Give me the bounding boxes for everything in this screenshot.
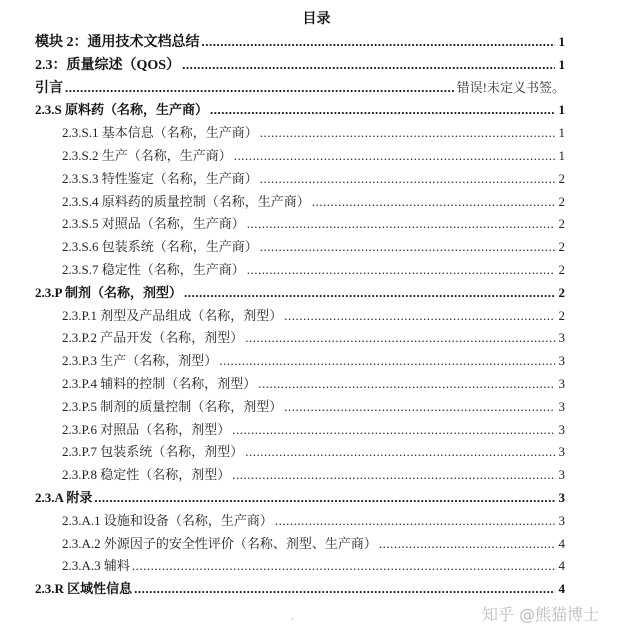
toc-entry-page: 2 [558,216,565,232]
toc-entry[interactable] [35,555,565,578]
toc-entry-label: 2.3.S.4 原料药的质量控制（名称，生产商） [62,193,310,209]
toc-entry[interactable] [35,191,565,214]
toc-entry[interactable] [35,373,565,396]
toc-title: 目录 [302,12,331,27]
toc-entry-page: 1 [558,147,565,163]
dot-leader [260,122,555,145]
toc-entry[interactable] [35,327,565,350]
toc-entry[interactable] [35,31,565,54]
toc-entry-page: 2 [558,307,565,323]
toc-entry-label: 引言 [35,80,63,96]
toc-entry[interactable] [35,510,565,533]
toc-entry[interactable] [35,578,565,601]
toc-entry-label: 2.3.S.7 稳定性（名称，生产商） [62,261,245,277]
toc-entry-label: 2.3.P 制剂（名称，剂型） [35,284,182,300]
dot-leader [312,191,555,214]
toc-entry-page: 2 [558,261,565,277]
dot-leader [65,77,455,100]
toc-entry-page: 3 [558,444,565,460]
toc-entry-label: 2.3：质量综述（QOS） [35,57,181,73]
toc-entry-label: 2.3.A.3 辅料 [62,558,130,574]
dot-leader [232,419,555,442]
toc-entry-page: 3 [558,512,565,528]
toc-entry-label: 2.3.A.1 设施和设备（名称，生产商） [62,512,273,528]
toc-entry-page: 3 [558,421,565,437]
toc-entry-page: 3 [558,467,565,483]
toc-entry-label: 2.3.P.6 对照品（名称，剂型） [62,421,231,437]
dot-leader [202,31,556,54]
table-of-contents [35,31,565,601]
toc-entry[interactable] [35,99,565,122]
toc-entry-label: 2.3.S 原料药（名称，生产商） [35,102,208,118]
toc-entry-label: 2.3.S.6 包装系统（名称，生产商） [62,239,258,255]
dot-leader [134,578,555,601]
toc-entry[interactable] [35,168,565,191]
toc-entry[interactable] [35,259,565,282]
toc-entry-page: 2 [558,193,565,209]
dot-leader [379,533,555,556]
toc-entry[interactable] [35,305,565,328]
toc-entry-page: 3 [558,330,565,346]
toc-entry[interactable] [35,122,565,145]
toc-entry-label: 2.3.P.1 剂型及产品组成（名称，剂型） [62,307,283,323]
toc-entry-label: 2.3.P.8 稳定性（名称，剂型） [62,467,231,483]
toc-entry-label: 2.3.P.4 辅料的控制（名称，剂型） [62,375,257,391]
dot-leader [245,327,555,350]
toc-entry-page: 1 [558,102,565,118]
toc-entry-label: 2.3.S.3 特性鉴定（名称，生产商） [62,170,258,186]
toc-entry-label: 模块 2：通用技术文档总结 [35,35,200,50]
toc-entry-label: 2.3.S.5 对照品（名称，生产商） [62,216,245,232]
dot-leader [234,145,555,168]
toc-entry[interactable] [35,464,565,487]
toc-entry-page: 错误!未定义书签。 [456,79,565,95]
toc-entry-page: 3 [558,353,565,369]
watermark: 知乎 @熊猫博士 [482,605,600,624]
toc-entry-page: 3 [558,398,565,414]
dot-leader [210,99,555,122]
toc-entry[interactable] [35,487,565,510]
toc-entry[interactable] [35,350,565,373]
toc-entry-label: 2.3.A.2 外源因子的安全性评价（名称、剂型、生产商） [62,535,377,551]
dot-leader [284,305,555,328]
toc-entry-label: 2.3.A 附录 [35,489,93,505]
dot-leader [275,510,555,533]
toc-entry-label: 2.3.P.3 生产（名称，剂型） [62,353,218,369]
dot-leader [94,487,555,510]
toc-entry[interactable] [35,145,565,168]
toc-entry-label: 2.3.P.7 包装系统（名称，剂型） [62,444,244,460]
toc-entry[interactable] [35,533,565,556]
toc-entry[interactable] [35,441,565,464]
toc-entry-page: 1 [558,125,565,141]
toc-entry-page: 2 [558,284,565,300]
toc-entry-label: 2.3.R 区域性信息 [35,581,133,597]
toc-entry[interactable] [35,396,565,419]
toc-entry[interactable] [35,54,565,77]
toc-entry-label: 2.3.S.2 生产（名称，生产商） [62,147,232,163]
dot-leader [260,168,555,191]
dot-leader [182,54,555,77]
toc-entry-page: 3 [558,375,565,391]
toc-entry[interactable] [35,213,565,236]
toc-entry[interactable] [35,236,565,259]
page-footer-mark: ' [292,617,294,625]
dot-leader [245,441,555,464]
dot-leader [184,282,555,305]
dot-leader [284,396,555,419]
dot-leader [258,373,555,396]
toc-entry-page: 4 [558,535,565,551]
dot-leader [232,464,555,487]
toc-entry-page: 1 [558,34,565,49]
dot-leader [219,350,555,373]
dot-leader [132,555,555,578]
toc-entry-page: 1 [558,56,565,72]
toc-entry[interactable] [35,77,565,100]
toc-entry-label: 2.3.P.5 制剂的质量控制（名称，剂型） [62,398,283,414]
dot-leader [247,259,555,282]
toc-entry-label: 2.3.S.1 基本信息（名称，生产商） [62,125,258,141]
toc-entry-page: 3 [558,489,565,505]
dot-leader [260,236,555,259]
toc-entry-page: 4 [558,581,565,597]
toc-entry-label: 2.3.P.2 产品开发（名称，剂型） [62,330,244,346]
toc-entry-page: 2 [558,239,565,255]
toc-entry[interactable] [35,282,565,305]
toc-entry-page: 2 [558,170,565,186]
toc-entry-page: 4 [558,558,565,574]
toc-entry[interactable] [35,419,565,442]
dot-leader [247,213,555,236]
